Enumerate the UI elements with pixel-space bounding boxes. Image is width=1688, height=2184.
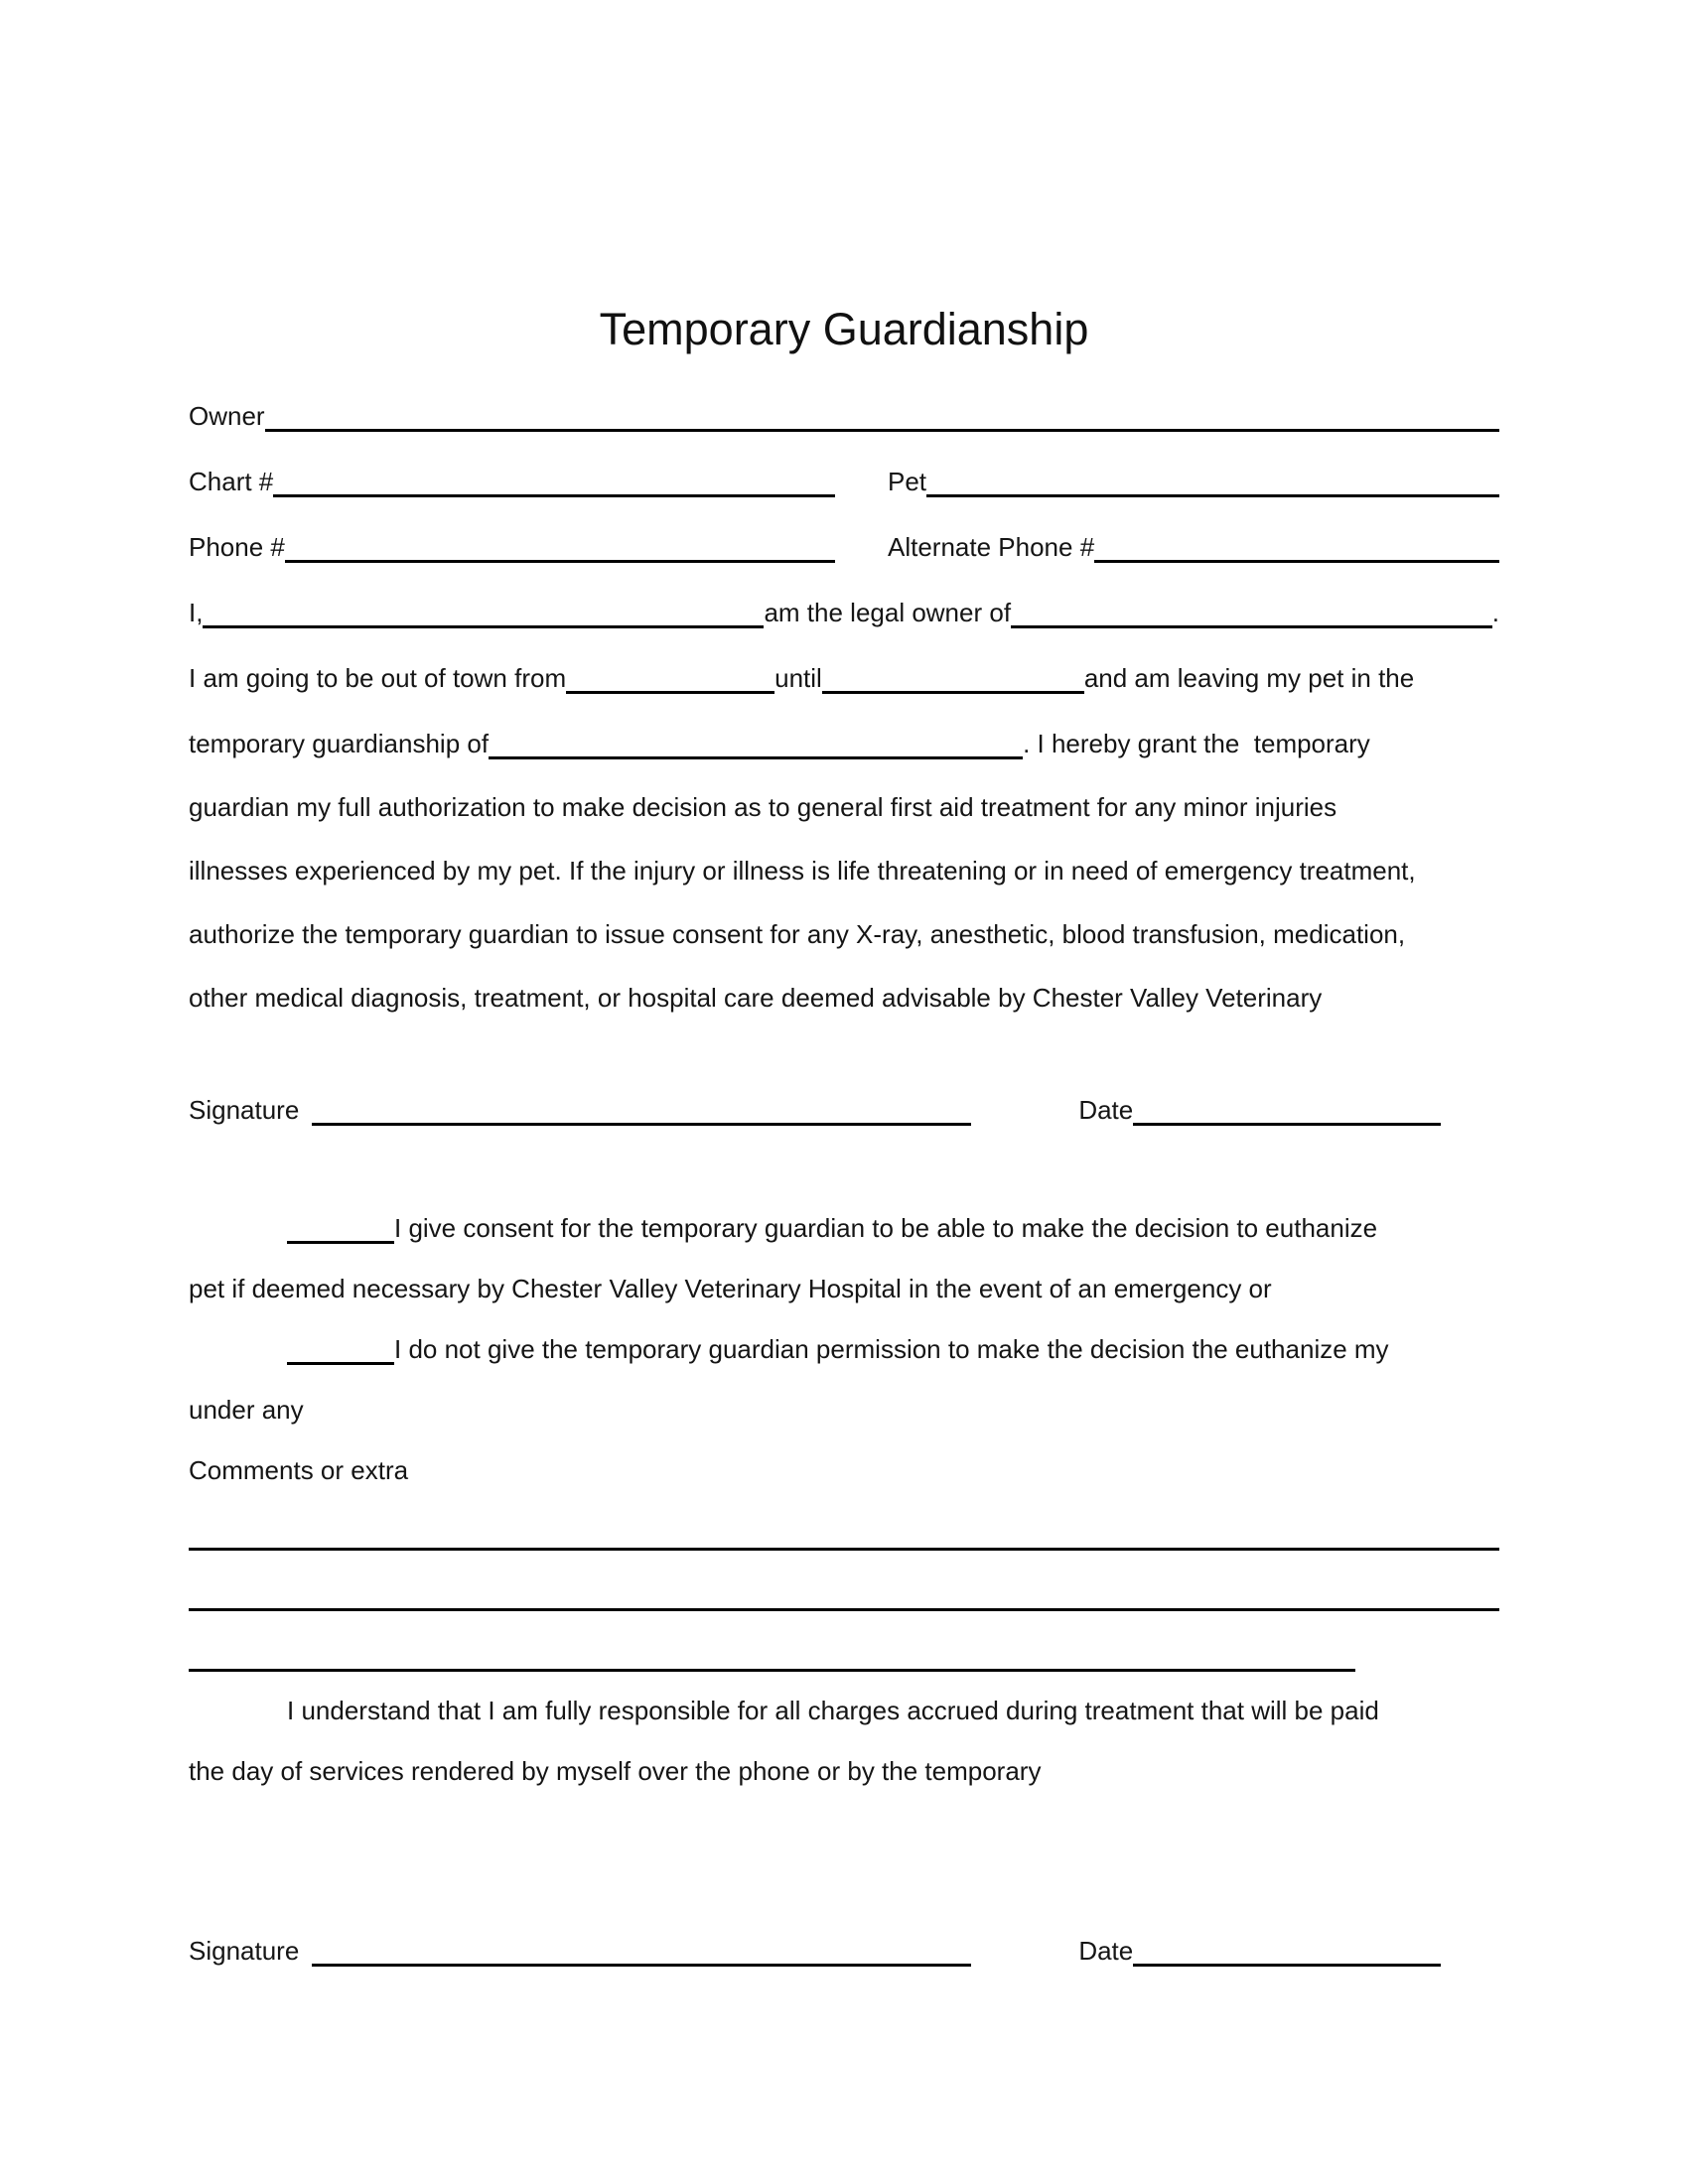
chart-number-label: Chart # xyxy=(189,467,274,496)
authorization-line-3: authorize the temporary guardian to issue consent for any X-ray, anesthetic, blood transfusion, medication, xyxy=(189,919,1406,949)
authorization-paragraph-line xyxy=(189,887,1499,950)
legal-owner-text-3: . xyxy=(1491,598,1499,627)
guardianship-text-2: . I hereby grant the temporary xyxy=(1023,729,1370,758)
signature-input-line xyxy=(312,1117,971,1126)
signature-input-line-2 xyxy=(312,1958,971,1967)
page-title: Temporary Guardianship xyxy=(599,304,1089,354)
travel-dates-row xyxy=(189,628,1499,694)
phone-column xyxy=(189,532,835,563)
owner-row xyxy=(189,366,1499,432)
authorization-paragraph-line xyxy=(189,823,1499,887)
euthanasia-consent-blank xyxy=(287,1235,394,1244)
comments-label-row xyxy=(189,1426,1499,1486)
alternate-phone-column xyxy=(888,532,1499,563)
comments-line-3 xyxy=(189,1663,1355,1672)
comments-line-2 xyxy=(189,1602,1499,1611)
euthanasia-decline-blank xyxy=(287,1356,394,1365)
guardianship-text-1: temporary guardianship of xyxy=(189,729,490,758)
owner-input-line xyxy=(265,423,1499,432)
travel-text-1: I am going to be out of town from xyxy=(189,663,567,693)
responsibility-line-2: the day of services rendered by myself over the phone or by the temporary xyxy=(189,1756,1042,1786)
date-label-2: Date xyxy=(1078,1936,1134,1966)
travel-text-3: and am leaving my pet in the xyxy=(1083,663,1415,693)
authorization-line-4: other medical diagnosis, treatment, or hospital care deemed advisable by Chester Valley Veterinary xyxy=(189,983,1323,1013)
euthanasia-consent-text-2: pet if deemed necessary by Chester Valley Veterinary Hospital in the event of an emergency or xyxy=(189,1274,1272,1303)
pet-name-input-line xyxy=(1011,619,1492,628)
comments-line-row xyxy=(189,1490,1499,1551)
legal-owner-text-2: am the legal owner of xyxy=(764,598,1012,627)
signature-row-1 xyxy=(189,1061,1499,1126)
authorization-line-2: illnesses experienced by my pet. If the injury or illness is life threatening or in need of emergency treatment, xyxy=(189,856,1416,886)
owner-label: Owner xyxy=(189,401,265,431)
owner-name-input-line xyxy=(203,619,764,628)
legal-owner-row xyxy=(189,563,1499,628)
alternate-phone-input-line xyxy=(1094,554,1499,563)
comments-line-1 xyxy=(189,1542,1499,1551)
pet-column xyxy=(888,467,1499,497)
document-content xyxy=(0,304,1688,1967)
chart-column xyxy=(189,467,835,497)
responsibility-paragraph-line xyxy=(189,1726,1499,1787)
departure-date-input-line xyxy=(566,685,774,694)
date-input-line-2 xyxy=(1133,1958,1441,1967)
euthanasia-decline-text-2: under any xyxy=(189,1395,304,1425)
responsibility-line-1: I understand that I am fully responsible for all charges accrued during treatment that will be paid xyxy=(287,1696,1379,1725)
date-label: Date xyxy=(1078,1095,1134,1125)
comments-label: Comments or extra xyxy=(189,1455,409,1485)
legal-owner-text-1: I, xyxy=(189,598,204,627)
pet-label: Pet xyxy=(888,467,927,496)
euthanasia-consent-text-1: I give consent for the temporary guardian to be able to make the decision to euthanize xyxy=(394,1213,1378,1243)
guardianship-row xyxy=(189,694,1499,759)
return-date-input-line xyxy=(822,685,1084,694)
chart-pet-row xyxy=(189,432,1499,497)
phone-input-line xyxy=(285,554,835,563)
signature-label: Signature xyxy=(189,1095,300,1125)
phone-row xyxy=(189,497,1499,563)
euthanasia-decline-row xyxy=(189,1304,1499,1365)
signature-label-2: Signature xyxy=(189,1936,300,1966)
pet-input-line xyxy=(926,488,1499,497)
euthanasia-decline-text-1: I do not give the temporary guardian permission to make the decision the euthanize my xyxy=(394,1334,1389,1364)
euthanasia-consent-row xyxy=(189,1183,1499,1244)
authorization-line-1: guardian my full authorization to make decision as to general first aid treatment for any minor injuries xyxy=(189,792,1337,822)
guardian-name-input-line xyxy=(489,751,1023,759)
euthanasia-consent-row-2 xyxy=(189,1244,1499,1304)
date-input-line xyxy=(1133,1117,1441,1126)
euthanasia-decline-row-2 xyxy=(189,1365,1499,1426)
travel-text-2: until xyxy=(774,663,822,693)
chart-number-input-line xyxy=(273,488,835,497)
phone-label: Phone # xyxy=(189,532,285,562)
alternate-phone-label: Alternate Phone # xyxy=(888,532,1095,562)
authorization-paragraph-line xyxy=(189,950,1499,1014)
authorization-paragraph-line xyxy=(189,759,1499,823)
comments-line-row xyxy=(189,1551,1499,1611)
responsibility-paragraph-line xyxy=(189,1672,1499,1726)
signature-row-2 xyxy=(189,1902,1499,1967)
comments-line-row xyxy=(189,1611,1499,1672)
